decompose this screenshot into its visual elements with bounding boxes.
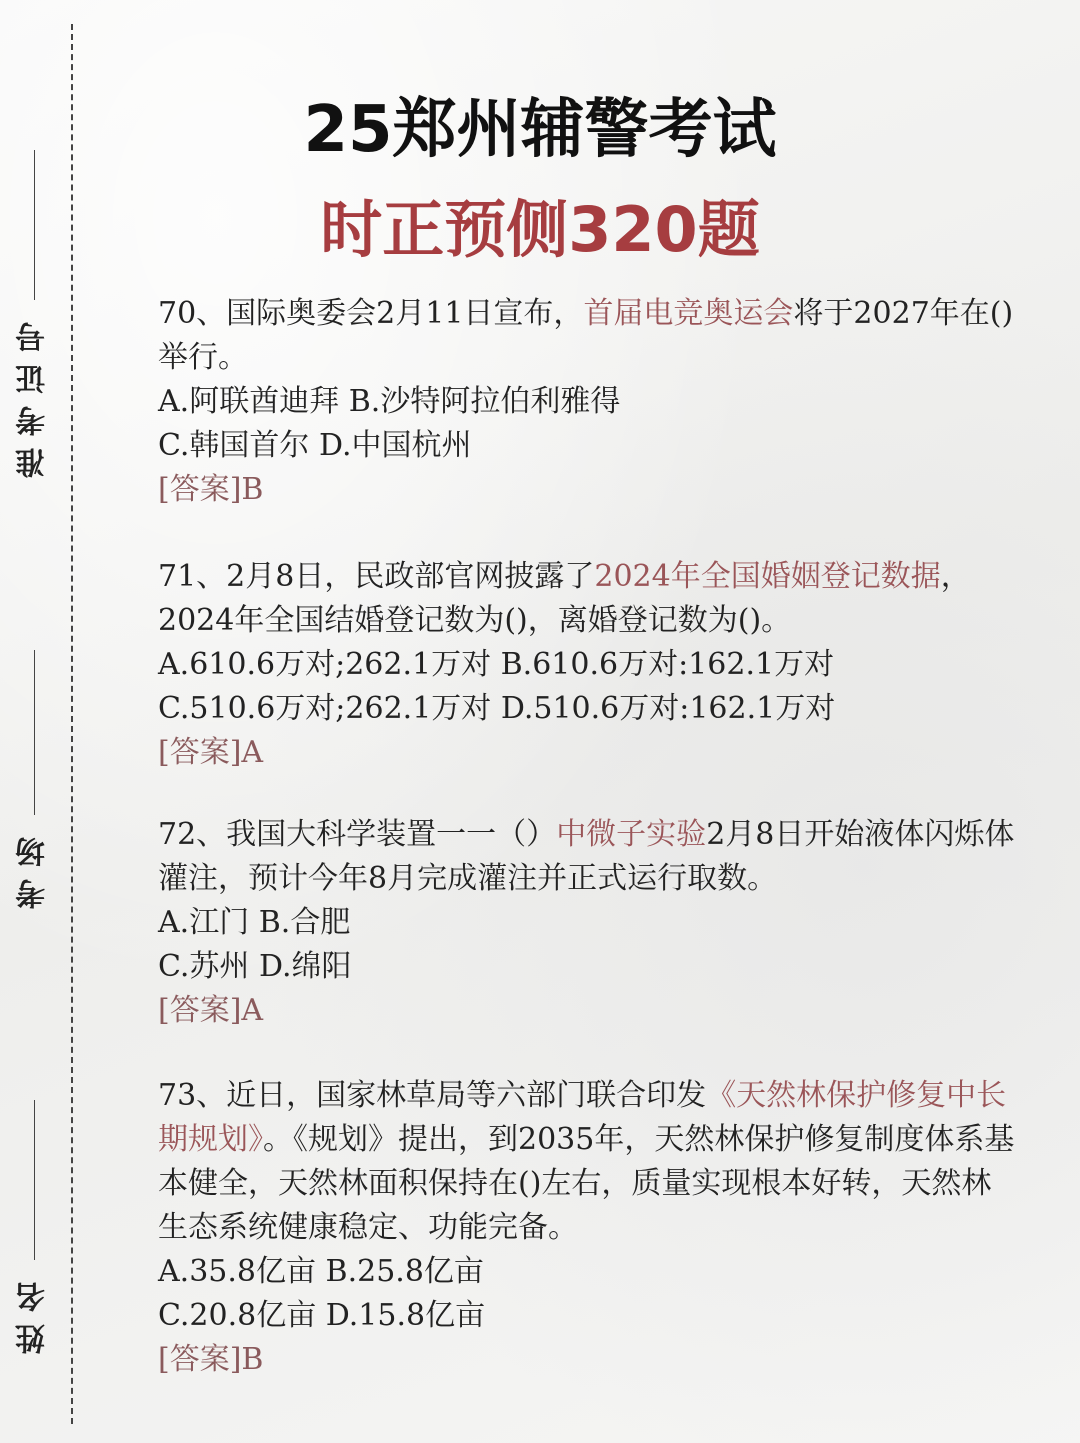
question-stem-part: 70、国际奥委会2月11日宣布， xyxy=(158,296,584,331)
question-answer: [答案]A xyxy=(158,735,264,770)
question-highlight: 2024年全国婚姻登记数据 xyxy=(594,559,941,594)
question-text xyxy=(158,555,1018,643)
question-72 xyxy=(158,813,1018,1033)
question-text xyxy=(158,1074,1018,1250)
question-options-ab: A.阿联酋迪拜 B.沙特阿拉伯利雅得 xyxy=(158,384,621,419)
question-stem-part: 将于2027年在()举行。 xyxy=(158,296,1014,375)
question-options-cd: C.苏州 D.绵阳 xyxy=(158,949,352,984)
question-73 xyxy=(158,1074,1018,1382)
fill-line xyxy=(34,1100,35,1260)
question-text xyxy=(158,813,1018,901)
question-stem-part: 71、2月8日，民政部官网披露了 xyxy=(158,559,595,594)
question-71 xyxy=(158,555,1018,775)
question-answer: [答案]A xyxy=(158,993,264,1028)
question-highlight: 首届电竞奥运会 xyxy=(583,296,794,331)
question-options-ab: A.江门 B.合肥 xyxy=(158,905,351,940)
question-70 xyxy=(158,292,1018,512)
question-stem-part: 72、我国大科学装置一一（） xyxy=(158,817,557,852)
question-options-ab: A.610.6万对;262.1万对 B.610.6万对:162.1万对 xyxy=(158,647,835,682)
question-stem-part: ，2024年全国结婚登记数为()，离婚登记数为()。 xyxy=(158,559,971,638)
side-label-exam-room xyxy=(14,650,54,909)
side-label-admission-ticket-text: 准考证号 xyxy=(16,310,51,478)
question-options-cd: C.510.6万对;262.1万对 D.510.6万对:162.1万对 xyxy=(158,691,836,726)
fill-line xyxy=(34,650,35,815)
question-stem-part: 2月8日开始液体闪烁体灌注，预计今年8月完成灌注并正式运行取数。 xyxy=(158,817,1015,896)
question-options-ab: A.35.8亿亩 B.25.8亿亩 xyxy=(158,1254,484,1289)
question-stem-part: 。《规划》提出，到2035年，天然林保护修复制度体系基本健全，天然林面积保持在()左右，质量实现根本好转，天然林生态系统健康稳定、功能完备。 xyxy=(158,1122,1015,1245)
question-options-cd: C.韩国首尔 D.中国杭州 xyxy=(158,428,472,463)
side-label-name xyxy=(14,1100,54,1354)
question-stem-part: 73、近日，国家林草局等六部门联合印发 xyxy=(158,1078,707,1113)
question-highlight: 《天然林保护修复中长期规划》 xyxy=(158,1078,1007,1157)
question-options-cd: C.20.8亿亩 D.15.8亿亩 xyxy=(158,1298,486,1333)
question-answer: [答案]B xyxy=(158,472,264,507)
side-label-exam-room-text: 考场 xyxy=(16,825,51,909)
question-answer: [答案]B xyxy=(158,1342,264,1377)
question-highlight: 中微子实验 xyxy=(556,817,707,852)
side-label-name-text: 姓名 xyxy=(16,1270,51,1354)
page-title: 25郑州辅警考试 xyxy=(303,93,777,167)
question-text xyxy=(158,292,1018,380)
page-subtitle: 时正预侧320题 xyxy=(320,193,760,266)
